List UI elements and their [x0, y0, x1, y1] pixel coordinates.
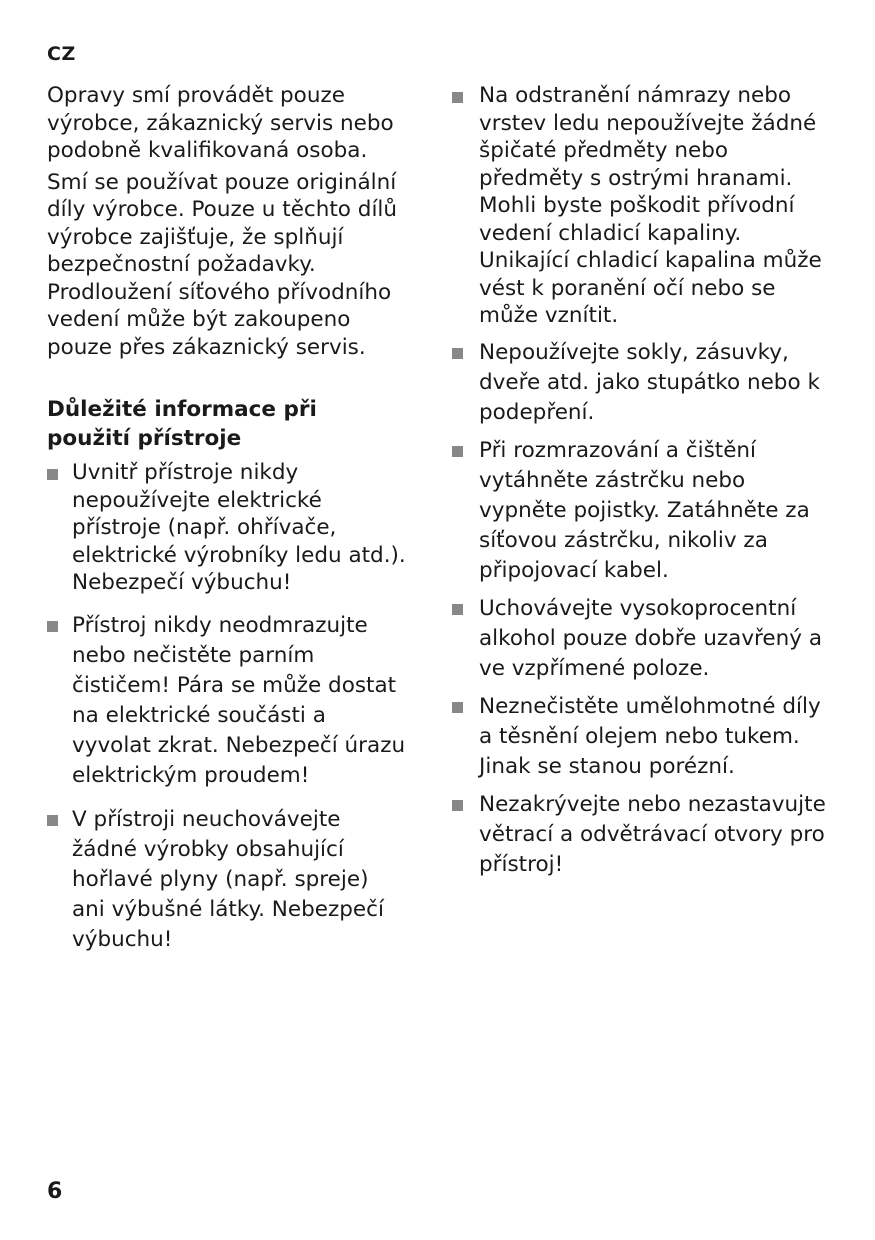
list-item-text: Nepoužívejte sokly, zásuvky, dveře atd. jako stupátko nebo k podepření.	[479, 339, 820, 425]
right-bullet-list	[452, 82, 827, 880]
left-column	[47, 82, 407, 969]
repair-paragraph: Opravy smí provádět pouze výrobce, zákaznický servis nebo podobně kvalifikovaná osoba.	[47, 83, 394, 163]
list-item	[47, 459, 407, 597]
page-number: 6	[47, 1179, 63, 1204]
list-item	[47, 611, 407, 791]
list-item-text: V přístroji neuchovávejte žádné výrobky obsahující hořlavé plyny (např. spreje) ani výbušné látky. Nebezpečí výbuchu!	[72, 806, 384, 952]
square-bullet-icon	[452, 702, 463, 713]
list-item-text: Na odstranění námrazy nebo vrstev ledu nepoužívejte žádné špičaté předměty nebo předměty s ostrými hranami. Mohli byste poškodit přívodní vedení chladicí kapaliny. Unikající chladicí kapalina může vést k poranění očí nebo se může vznítit.	[479, 83, 822, 328]
square-bullet-icon	[47, 469, 58, 480]
square-bullet-icon	[452, 604, 463, 615]
square-bullet-icon	[47, 621, 58, 632]
square-bullet-icon	[47, 815, 58, 826]
list-item	[452, 82, 827, 330]
list-item	[452, 692, 827, 782]
square-bullet-icon	[452, 348, 463, 359]
right-column	[452, 82, 827, 888]
list-item-text: Nezakrývejte nebo nezastavujte větrací a odvětrávací otvory pro přístroj!	[479, 791, 826, 877]
list-item-text: Přístroj nikdy neodmrazujte nebo nečistěte parním čističem! Pára se může dostat na elektrické součásti a vyvolat zkrat. Nebezpečí úrazu elektrickým proudem!	[72, 612, 406, 788]
list-item-text: Uchovávejte vysokoprocentní alkohol pouze dobře uzavřený a ve vzpřímené poloze.	[479, 595, 822, 681]
left-bullet-list	[47, 459, 407, 955]
language-tag: CZ	[47, 43, 76, 65]
list-item-text: Uvnitř přístroje nikdy nepoužívejte elektrické přístroje (např. ohřívače, elektrické výrobníky ledu atd.). Nebezpečí výbuchu!	[72, 460, 406, 595]
list-item	[452, 790, 827, 880]
list-item-text: Neznečistěte umělohmotné díly a těsnění olejem nebo tukem. Jinak se stanou porézní.	[479, 693, 821, 779]
square-bullet-icon	[452, 446, 463, 457]
list-item	[47, 805, 407, 955]
list-item	[452, 436, 827, 586]
square-bullet-icon	[452, 92, 463, 103]
list-item	[452, 594, 827, 684]
square-bullet-icon	[452, 800, 463, 811]
parts-paragraph: Smí se používat pouze originální díly výrobce. Pouze u těchto dílů výrobce zajišťuje, že splňují bezpečnostní požadavky. Prodloužení síťového přívodního vedení může být zakoupeno pouze přes zákaznický servis.	[47, 169, 398, 360]
list-item	[452, 338, 827, 428]
section-heading: Důležité informace při použití přístroje	[47, 397, 317, 451]
list-item-text: Při rozmrazování a čištění vytáhněte zástrčku nebo vypněte pojistky. Zatáhněte za síťovou zástrčku, nikoliv za připojovací kabel.	[479, 437, 810, 583]
